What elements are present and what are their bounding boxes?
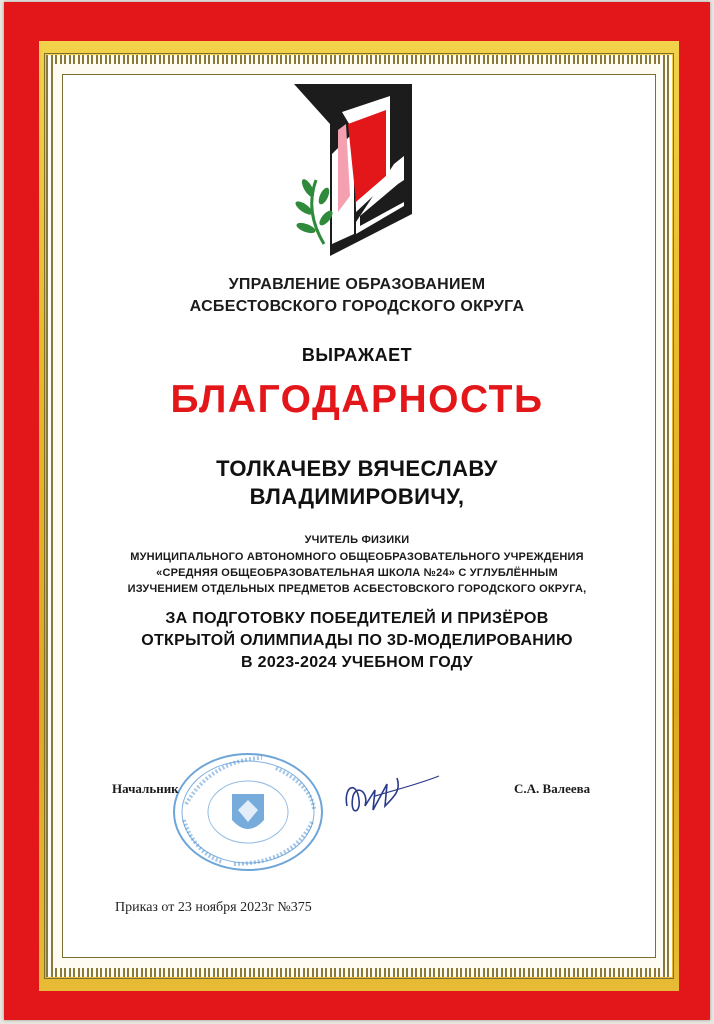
handwritten-signature-icon (335, 766, 445, 826)
education-book-emblem-icon (294, 84, 412, 256)
position-line-1: УЧИТЕЛЬ ФИЗИКИ (304, 534, 410, 546)
reason-line-1: ЗА ПОДГОТОВКУ ПОБЕДИТЕЛЕЙ И ПРИЗЁРОВ (165, 610, 549, 627)
signature-name: С.А. Валеева (514, 781, 591, 796)
certificate-title: БЛАГОДАРНОСТЬ (170, 378, 544, 421)
official-seal-icon (172, 752, 324, 872)
position-line-4: ИЗУЧЕНИЕМ ОТДЕЛЬНЫХ ПРЕДМЕТОВ АСБЕСТОВСКОГО ГОРОДСКОГО ОКРУГА, (127, 583, 587, 595)
organization-line-1: УПРАВЛЕНИЕ ОБРАЗОВАНИЕМ (228, 276, 486, 293)
position-line-2: МУНИЦИПАЛЬНОГО АВТОНОМНОГО ОБЩЕОБРАЗОВАТЕЛЬНОГО УЧРЕЖДЕНИЯ (130, 551, 584, 563)
recipient-line-2: ВЛАДИМИРОВИЧУ, (249, 484, 465, 509)
recipient-line-1: ТОЛКАЧЕВУ ВЯЧЕСЛАВУ (216, 456, 498, 481)
position-line-3: «СРЕДНЯЯ ОБЩЕОБРАЗОВАТЕЛЬНАЯ ШКОЛА №24» С УГЛУБЛЁННЫМ (156, 567, 558, 579)
organization-line-2: АСБЕСТОВСКОГО ГОРОДСКОГО ОКРУГА (189, 298, 525, 315)
signature-role: Начальник (112, 781, 179, 796)
expresses-label: ВЫРАЖАЕТ (301, 345, 413, 365)
order-reference: Приказ от 23 ноября 2023г №375 (115, 900, 312, 915)
reason-line-3: В 2023-2024 УЧЕБНОМ ГОДУ (241, 654, 473, 671)
reason-line-2: ОТКРЫТОЙ ОЛИМПИАДЫ ПО 3D-МОДЕЛИРОВАНИЮ (141, 632, 573, 649)
